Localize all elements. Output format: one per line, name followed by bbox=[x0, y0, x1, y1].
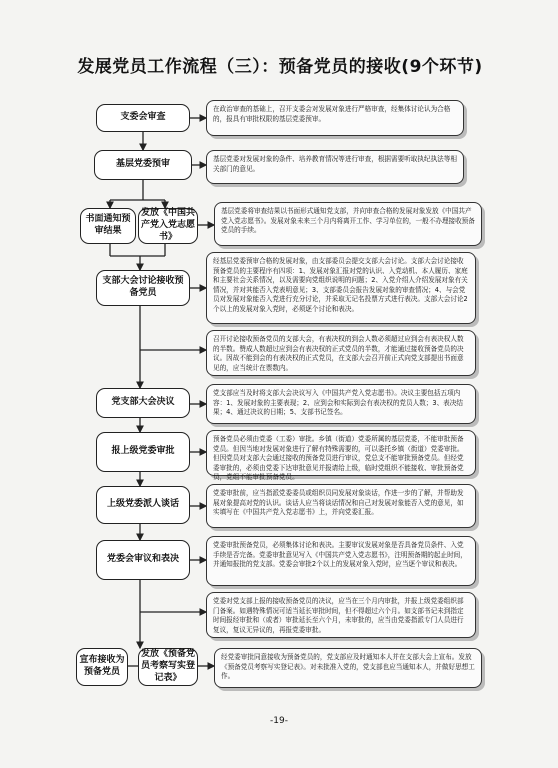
desc-talk: 党委审批前，应当指派党委委员或组织员同发展对象谈话，作进一步的了解，并帮助发展对象提高对党的认识。谈话人应当将谈话情况和自己对发展对象能否入党的意见，如实填写在《中国共产党入党志愿书》上，并向党委汇报。 bbox=[206, 484, 476, 528]
desc-approval-deadline: 党委对党支部上报的接收预备党员的决议，应当在三个月内审批，并报上级党委组织部门备案。如遇特殊情况可适当延长审批时间，但不得超过六个月。如支部书记未到指定时间报经审批和（或者）审批延长至六个月，未审批的，应当由党委指派专门人员进行复议，复议无异议的，再报党委审批。 bbox=[206, 592, 476, 638]
step-issue-application-form: 发放《中国共产党入党志愿书》 bbox=[138, 208, 198, 244]
page-number: -19- bbox=[270, 716, 288, 726]
desc-pre-review: 基层党委对发展对象的条件、培养教育情况等进行审查，根据需要听取执纪执法等相关部门的意见。 bbox=[206, 150, 464, 184]
step-written-notice: 书面通知预审结果 bbox=[80, 208, 136, 244]
step-announce-acceptance: 宣布接收为预备党员 bbox=[76, 648, 128, 686]
step-branch-meeting-discussion: 支部大会讨论接收预备党员 bbox=[96, 270, 190, 306]
step-branch-committee-review: 支委会审查 bbox=[96, 104, 190, 132]
desc-branch-meeting-discussion: 经基层党委预审合格的发展对象，由支部委员会提交支部大会讨论。支部大会讨论接收预备党员的主要程序有四项：1、发展对象汇报对党的认识、入党动机、本人履历、家庭和主要社会关系情况，以及需要向党组织说明的问题；2、入党介绍人介绍发展对象有关情况，并对其能否入党表明意见；3、支部委员会报告发展对象的审查情况；4、与会党员对发展对象能否入党进行充分讨论，并采取无记名投票方式进行表决。支部大会讨论2个以上的发展对象入党时，必须逐个讨论和表决。 bbox=[206, 252, 476, 324]
step-committee-vote: 党委会审议和表决 bbox=[96, 540, 190, 580]
step-branch-meeting-resolution: 党支部大会决议 bbox=[96, 388, 190, 418]
step-report-for-approval: 报上级党委审批 bbox=[96, 432, 190, 472]
desc-written-notice: 基层党委将审查结果以书面形式通知党支部，并向审查合格的发展对象发放《中国共产党入党志愿书》。发展对象未来三个月内将离开工作、学习单位的，一般不办理接收预备党员的手续。 bbox=[214, 202, 482, 246]
desc-committee-vote: 党委审批预备党员，必须集体讨论和表决。主要审议发展对象是否具备党员条件、入党手续是否完备。党委审批意见写入《中国共产党入党志愿书》，注明预备期的起止时间，并通知报批的党支部。党委会审批2个以上的发展对象入党时，应当逐个审议和表决。 bbox=[206, 536, 476, 586]
step-talk-by-committee: 上级党委派人谈话 bbox=[96, 486, 190, 524]
desc-branch-resolution: 党支部应当及时将支部大会决议写入《中国共产党入党志愿书》。决议主要包括五项内容：1、发展对象的主要表现；2、应到会和实际到会有表决权的党员人数；3、表决结果；4、通过决议的日期；5、支部书记签名。 bbox=[206, 384, 476, 424]
step-party-committee-pre-review: 基层党委预审 bbox=[94, 150, 192, 180]
step-issue-inspection-form: 发放《预备党员考察写实登记表》 bbox=[138, 648, 198, 686]
desc-announce: 经党委审批同意接收为预备党员的，党支部应及时通知本人并在支部大会上宣布。发放《预备党员考察写实登记表》。对未批准入党的，党支部也应当通知本人，并做好思想工作。 bbox=[214, 648, 482, 688]
page-title: 发展党员工作流程（三）：预备党员的接收(9个环节) bbox=[77, 57, 483, 77]
desc-branch-committee-review: 在政治审查的基础上，召开支委会对发展对象进行严格审查，经集体讨论认为合格的，报具有审批权限的基层党委预审。 bbox=[206, 100, 464, 136]
desc-quorum-rules: 召开讨论接收预备党员的支部大会，有表决权的到会人数必须超过应到会有表决权人数的半数。赞成人数超过应到会有表决权的正式党员的半数，才能通过接收预备党员的决议。因故不能到会的有表决权的正式党员，在支部大会召开前正式向党支部提出书面意见的，应当统计在票数内。 bbox=[206, 330, 476, 376]
desc-approval-authority: 预备党员必须由党委（工委）审批。乡镇（街道）党委所属的基层党委，不能审批预备党员。但因当地对发展对象进行了解有特殊需要的，可以委托乡镇（街道）党委审批。但因党员对支部大会通过接收的预备党员进行审议，党总支不能审批预备党员。但经党委审批的，必须由党委下达审批意见并报请给上级，临时党组织不能接收、审批预备党员，党组不能审批预备党员。 bbox=[206, 430, 476, 476]
